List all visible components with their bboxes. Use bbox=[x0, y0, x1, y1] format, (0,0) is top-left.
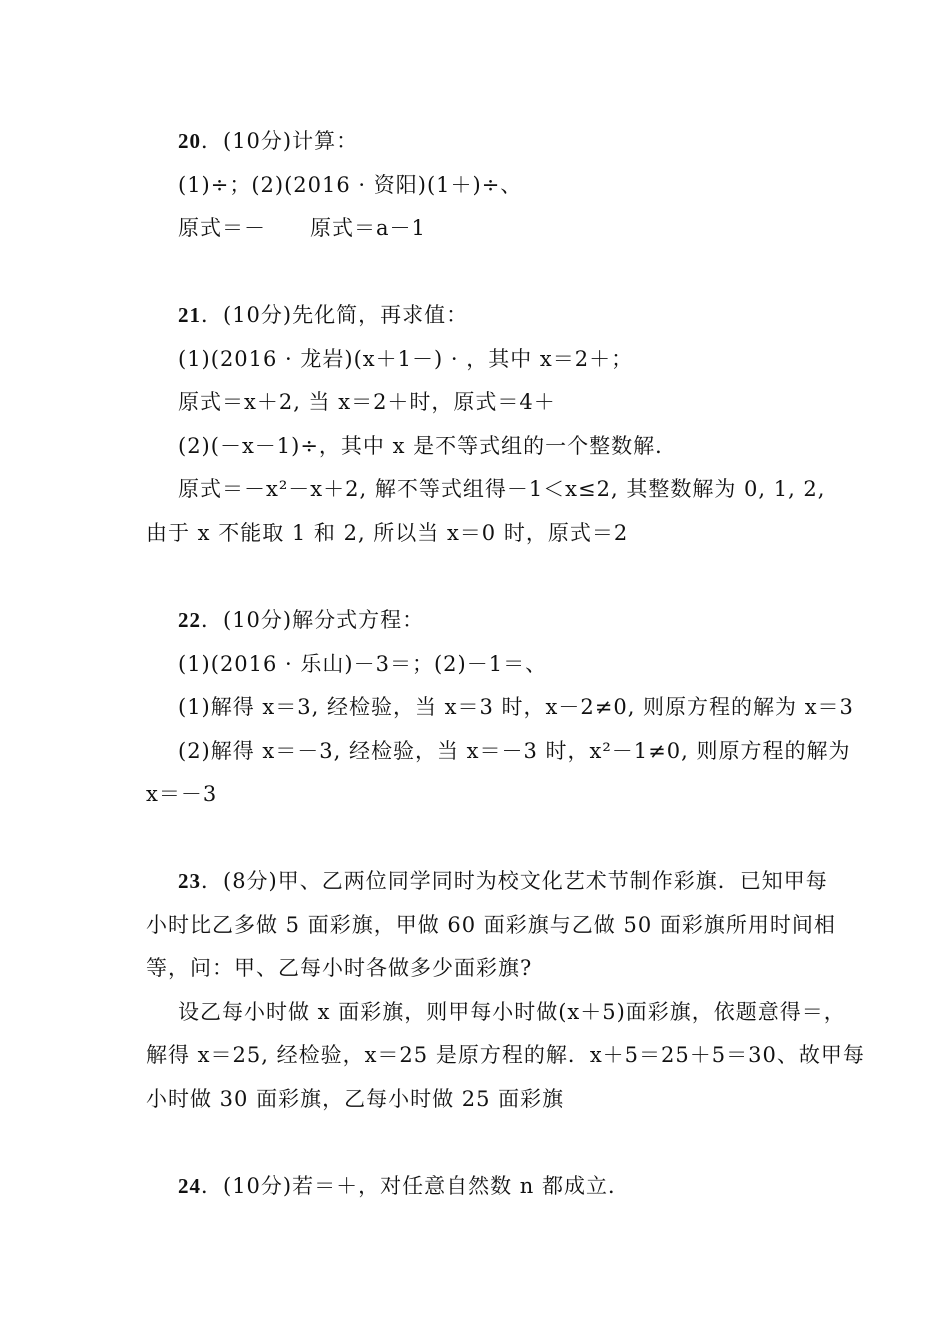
question-number: 23 bbox=[178, 869, 201, 893]
question-21-answer2: 原式＝－x²－x＋2, 解不等式组得－1＜x≤2, 其整数解为 0, 1, 2, bbox=[178, 477, 826, 501]
question-22-answer2: (2)解得 x＝－3, 经检验，当 x＝－3 时，x²－1≠0, 则原方程的解为 bbox=[178, 739, 851, 763]
question-number: 22 bbox=[178, 608, 201, 632]
question-prompt: ．(10分)计算： bbox=[201, 129, 359, 153]
question-prompt: ．(10分)先化简，再求值： bbox=[201, 303, 469, 327]
question-21-answer1: 原式＝x＋2, 当 x＝2＋时，原式＝4＋ bbox=[178, 390, 556, 414]
question-21-answer2-cont: 由于 x 不能取 1 和 2, 所以当 x＝0 时，原式＝2 bbox=[146, 521, 629, 545]
question-21-part1: (1)(2016 · 龙岩)(x＋1－) · ，其中 x＝2＋； bbox=[178, 347, 634, 371]
question-21-part2: (2)(－x－1)÷，其中 x 是不等式组的一个整数解． bbox=[178, 434, 678, 458]
question-22-parts: (1)(2016 · 乐山)－3＝；(2)－1＝、 bbox=[178, 652, 548, 676]
question-22-answer2-cont: x＝－3 bbox=[146, 782, 218, 806]
question-24-heading bbox=[178, 1171, 630, 1201]
question-20-parts: (1)÷；(2)(2016 · 资阳)(1＋)÷、 bbox=[178, 173, 523, 197]
question-prompt: ．(10分)若＝＋，对任意自然数 n 都成立． bbox=[201, 1174, 630, 1198]
question-23-answer-line2: 解得 x＝25, 经检验，x＝25 是原方程的解．x＋5＝25＋5＝30、故甲每 bbox=[146, 1043, 865, 1067]
question-prompt: ．(8分)甲、乙两位同学同时为校文化艺术节制作彩旗．已知甲每 bbox=[201, 869, 828, 893]
question-23-heading bbox=[178, 866, 828, 896]
question-number: 21 bbox=[178, 303, 201, 327]
question-22-heading bbox=[178, 605, 424, 635]
question-20-answer: 原式＝－ 原式＝a－1 bbox=[178, 216, 426, 240]
question-20-heading bbox=[178, 126, 358, 156]
question-21-heading bbox=[178, 300, 468, 330]
question-23-text-line3: 等，问：甲、乙每小时各做多少面彩旗? bbox=[146, 956, 533, 980]
question-number: 20 bbox=[178, 129, 201, 153]
question-23-text-line2: 小时比乙多做 5 面彩旗，甲做 60 面彩旗与乙做 50 面彩旗所用时间相 bbox=[146, 913, 836, 937]
question-number: 24 bbox=[178, 1174, 201, 1198]
question-23-answer-line3: 小时做 30 面彩旗，乙每小时做 25 面彩旗 bbox=[146, 1087, 565, 1111]
question-22-answer1: (1)解得 x＝3, 经检验，当 x＝3 时，x－2≠0, 则原方程的解为 x＝3 bbox=[178, 695, 854, 719]
question-23-answer-line1: 设乙每小时做 x 面彩旗，则甲每小时做(x＋5)面彩旗，依题意得＝， bbox=[178, 1000, 846, 1024]
question-prompt: ．(10分)解分式方程： bbox=[201, 608, 425, 632]
